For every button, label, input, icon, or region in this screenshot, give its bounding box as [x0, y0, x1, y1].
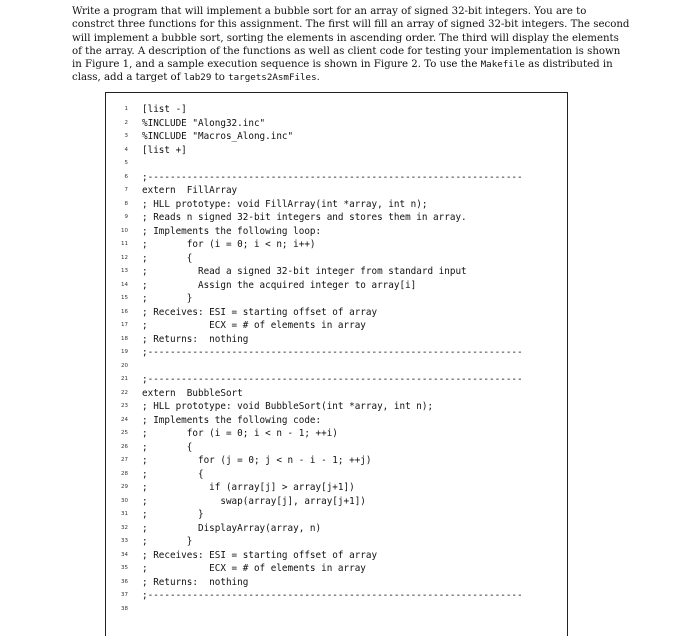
code-line — [0, 198, 674, 212]
line-number: 32 — [121, 524, 128, 531]
description-line — [72, 71, 602, 84]
code-text: ; } — [142, 509, 204, 520]
line-number: 14 — [121, 281, 128, 288]
code-text: ; swap(array[j], array[j+1]) — [142, 495, 366, 507]
line-number: 38 — [121, 605, 128, 612]
line-number: 21 — [121, 376, 128, 382]
code-line — [0, 387, 674, 401]
line-number: 22 — [121, 389, 128, 396]
code-text: ; Implements the following loop: — [142, 225, 322, 237]
code-line — [0, 400, 674, 414]
line-number: 27 — [121, 457, 128, 463]
code-text: ; } — [142, 293, 193, 304]
code-text: ;------------------------------------------------------------------- — [142, 374, 523, 385]
line-number: 10 — [121, 227, 128, 234]
code-line — [0, 238, 674, 252]
description-line: of the array. A description of the functions as well as client code for testing your implementation is shown — [72, 45, 621, 57]
line-number: 5 — [124, 160, 128, 166]
line-number: 2 — [124, 119, 128, 126]
code-line — [0, 306, 674, 320]
description-line: constrct three functions for this assignment. The first will fill an array of signed 32-bit integers. The second — [72, 19, 630, 31]
line-number: 36 — [121, 578, 128, 585]
line-number: 11 — [121, 241, 128, 247]
description-line: Write a program that will implement a bubble sort for an array of signed 32-bit integers. You are to — [72, 6, 587, 17]
code-text: ; Reads n signed 32-bit integers and stores them in array. — [142, 212, 467, 223]
code-line — [0, 346, 674, 360]
code-line — [0, 225, 674, 239]
code-line — [0, 333, 674, 347]
code-line — [0, 535, 674, 549]
line-number: 29 — [121, 484, 128, 490]
code-text: ; for (i = 0; i < n - 1; ++i) — [142, 428, 338, 439]
line-number: 15 — [121, 295, 128, 301]
code-line — [0, 103, 674, 117]
code-line — [0, 130, 674, 144]
code-text: ; HLL prototype: void BubbleSort(int *array, int n); — [142, 401, 434, 412]
code-text: ; Returns: nothing — [142, 576, 249, 588]
code-text: ; { — [142, 252, 193, 264]
description-text: as distributed in — [524, 59, 613, 71]
code-text: ; Read a signed 32-bit integer from standard input — [142, 266, 467, 277]
code-line — [0, 279, 674, 293]
description-text: . — [316, 72, 320, 84]
code-text: [list +] — [142, 144, 187, 156]
line-number: 16 — [121, 308, 128, 315]
line-number: 31 — [121, 511, 128, 517]
code-line — [0, 603, 674, 617]
code-line — [0, 252, 674, 266]
line-number: 7 — [124, 187, 128, 193]
code-line — [0, 454, 674, 468]
line-number: 17 — [121, 322, 128, 328]
code-text: ; if (array[j] > array[j+1]) — [142, 482, 355, 493]
code-text: ;------------------------------------------------------------------- — [142, 347, 523, 358]
code-line — [0, 144, 674, 158]
code-text: extern BubbleSort — [142, 387, 243, 399]
line-number: 12 — [121, 254, 128, 261]
makefile-code: Makefile — [480, 59, 525, 71]
line-number: 25 — [121, 430, 128, 436]
code-text: ; Assign the acquired integer to array[i] — [142, 279, 417, 291]
code-line — [0, 589, 674, 603]
description-line — [72, 58, 613, 71]
code-text: ; } — [142, 536, 193, 547]
code-line — [0, 427, 674, 441]
assignment-description — [72, 5, 630, 85]
target-code: lab29 — [183, 72, 212, 84]
code-text: %INCLUDE "Macros_Along.inc" — [142, 131, 294, 142]
code-line — [0, 495, 674, 509]
line-number: 9 — [124, 214, 128, 220]
code-text: ; Receives: ESI = starting offset of array — [142, 306, 378, 318]
line-number: 35 — [121, 565, 128, 571]
code-text: ;------------------------------------------------------------------- — [142, 171, 523, 183]
line-number: 4 — [124, 146, 128, 153]
code-line — [0, 171, 674, 185]
code-text: ; Returns: nothing — [142, 333, 249, 345]
code-text: ; ECX = # of elements in array — [142, 563, 366, 574]
description-text: in Figure 1, and a sample execution sequence is shown in Figure 2. To use the — [72, 59, 481, 71]
line-number: 26 — [121, 443, 128, 450]
code-text: ; Implements the following code: — [142, 414, 322, 426]
code-text: ; Receives: ESI = starting offset of array — [142, 549, 378, 561]
code-text: ; { — [142, 441, 193, 453]
code-text: ; for (j = 0; j < n - i - 1; ++j) — [142, 455, 372, 466]
code-line — [0, 117, 674, 131]
code-line — [0, 211, 674, 225]
line-number: 1 — [124, 106, 128, 112]
description-text: to — [211, 72, 229, 84]
code-line — [0, 319, 674, 333]
description-text: class, add a target of — [72, 72, 184, 84]
code-text: ; { — [142, 468, 204, 480]
line-number: 24 — [121, 416, 128, 423]
code-text: ; HLL prototype: void FillArray(int *array, int n); — [142, 198, 428, 210]
line-number: 33 — [121, 538, 128, 544]
code-line — [0, 157, 674, 171]
line-number: 34 — [121, 551, 128, 558]
code-line — [0, 265, 674, 279]
line-number: 20 — [121, 362, 128, 369]
code-line — [0, 549, 674, 563]
code-line — [0, 481, 674, 495]
line-number: 28 — [121, 470, 128, 477]
line-number: 23 — [121, 403, 128, 409]
code-text: ; ECX = # of elements in array — [142, 320, 366, 331]
line-number: 37 — [121, 592, 128, 598]
code-line — [0, 292, 674, 306]
code-line — [0, 184, 674, 198]
code-line — [0, 360, 674, 374]
code-line — [0, 468, 674, 482]
code-line — [0, 522, 674, 536]
line-number: 6 — [124, 173, 128, 180]
line-number: 13 — [121, 268, 128, 274]
line-number: 30 — [121, 497, 128, 504]
code-text: [list -] — [142, 104, 187, 115]
code-text: extern FillArray — [142, 185, 238, 196]
line-number: 18 — [121, 335, 128, 342]
line-number: 19 — [121, 349, 128, 355]
code-line — [0, 562, 674, 576]
code-text: ; for (i = 0; i < n; i++) — [142, 239, 316, 250]
description-line: will implement a bubble sort, sorting the elements in ascending order. The third will display the elements — [72, 32, 619, 44]
code-text: ;------------------------------------------------------------------- — [142, 590, 523, 601]
code-line — [0, 576, 674, 590]
code-line — [0, 414, 674, 428]
code-line — [0, 441, 674, 455]
code-line — [0, 373, 674, 387]
target-list-code: targets2AsmFiles — [228, 72, 317, 84]
line-number: 3 — [124, 133, 128, 139]
code-text: %INCLUDE "Along32.inc" — [142, 117, 266, 129]
code-text: ; DisplayArray(array, n) — [142, 522, 322, 534]
line-number: 8 — [124, 200, 128, 207]
code-line — [0, 508, 674, 522]
